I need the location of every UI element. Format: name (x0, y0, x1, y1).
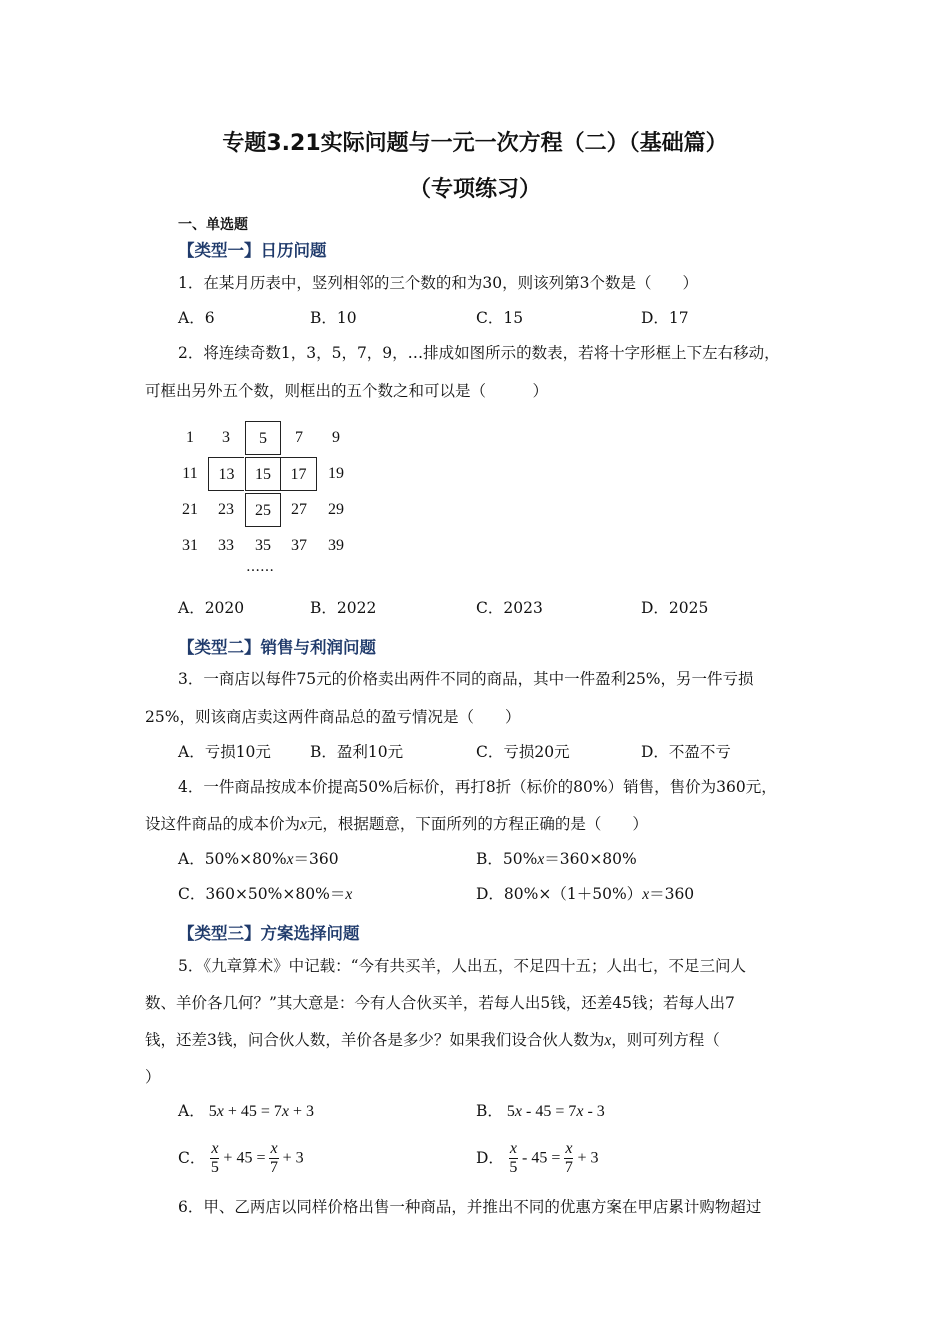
q1-option-b: B．10 (310, 309, 357, 327)
q3-option-a: A．亏损10元 (178, 743, 271, 761)
q5-option-a: A． 5x + 45 = 7x + 3 (178, 1102, 314, 1120)
table-cell: 31 (182, 537, 198, 554)
question-5-stem-line3: 钱，还差3钱，问合伙人数，羊价各是多少？如果我们设合伙人数为x，则可列方程（ (145, 1031, 720, 1049)
q4-option-c: C．360×50%×80%＝x (178, 885, 353, 903)
table-ellipsis: …… (246, 559, 274, 575)
fraction-x-over-5: $\frac{x}{5}$ (509, 1139, 518, 1176)
table-cell-framed: 5 (245, 421, 281, 455)
question-6-stem-line1: 6．甲、乙两店以同样价格出售一种商品，并推出不同的优惠方案在甲店累计购物超过 (178, 1198, 762, 1216)
page-subtitle: （专项练习） (408, 177, 541, 202)
question-2-stem-line2: 可框出另外五个数，则框出的五个数之和可以是（ ） (145, 382, 549, 400)
q3-option-c: C．亏损20元 (476, 743, 570, 761)
question-1-stem: 1．在某月历表中，竖列相邻的三个数的和为30，则该列第3个数是（ ） (178, 274, 698, 292)
table-cell: 21 (182, 501, 198, 518)
odd-number-table (172, 421, 362, 581)
table-cell: 23 (218, 501, 234, 518)
type-heading-3: 【类型三】方案选择问题 (178, 924, 360, 943)
table-cell: 35 (255, 537, 271, 554)
table-cell: 19 (328, 465, 344, 482)
question-3-stem-line2: 25%，则该商店卖这两件商品总的盈亏情况是（ ） (145, 708, 521, 726)
question-5-stem-line2: 数、羊价各几何？”其大意是：今有人合伙买羊，若每人出5钱，还差45钱；若每人出7 (145, 994, 735, 1012)
fraction-x-over-5: $\frac{x}{5}$ (210, 1139, 219, 1176)
q3-option-d: D．不盈不亏 (641, 743, 731, 761)
q2-option-a: A．2020 (178, 599, 245, 617)
q4-option-b: B．50%x＝360×80% (476, 850, 637, 868)
question-5-stem-line1: 5．《九章算术》中记载：“今有共买羊，人出五，不足四十五；人出七，不足三问人 (178, 957, 747, 975)
table-cell: 33 (218, 537, 234, 554)
q1-option-c: C．15 (476, 309, 524, 327)
table-cell: 39 (328, 537, 344, 554)
q2-option-c: C．2023 (476, 599, 543, 617)
table-cell: 7 (295, 429, 303, 446)
q4-option-a: A．50%×80%x＝360 (178, 850, 339, 868)
q3-option-b: B．盈利10元 (310, 743, 404, 761)
table-cell: 9 (332, 429, 340, 446)
q2-option-d: D．2025 (641, 599, 709, 617)
q4-option-d: D．80%×（1＋50%）x＝360 (476, 885, 695, 903)
fraction-x-over-7: $\frac{x}{7}$ (270, 1139, 279, 1176)
type-heading-1: 【类型一】日历问题 (178, 241, 327, 260)
q5-option-b: B． 5x - 45 = 7x - 3 (476, 1102, 605, 1120)
page-title: 专题3.21实际问题与一元一次方程（二）（基础篇） (222, 131, 728, 156)
table-cell: 29 (328, 501, 344, 518)
table-cell-framed: 17 (281, 457, 317, 491)
table-cell: 1 (186, 429, 194, 446)
q1-option-a: A．6 (178, 309, 215, 327)
table-cell-framed: 13 (208, 457, 244, 491)
table-cell: 3 (222, 429, 230, 446)
fraction-x-over-7: $\frac{x}{7}$ (564, 1139, 573, 1176)
q1-option-d: D．17 (641, 309, 689, 327)
type-heading-2: 【类型二】销售与利润问题 (178, 638, 376, 657)
q5-option-c: C． $\frac{x}{5}$ + 45 = $\frac{x}{7}$ + 3 (178, 1139, 304, 1176)
table-cell: 37 (291, 537, 307, 554)
question-2-stem-line1: 2．将连续奇数1，3，5，7，9，…排成如图所示的数表，若将十字形框上下左右移动， (178, 344, 780, 362)
table-cell: 27 (291, 501, 307, 518)
table-cell-framed: 15 (245, 457, 281, 491)
question-4-stem-line2: 设这件商品的成本价为x元，根据题意，下面所列的方程正确的是（ ） (145, 815, 648, 833)
question-3-stem-line1: 3．一商店以每件75元的价格卖出两件不同的商品，其中一件盈利25%，另一件亏损 (178, 670, 754, 688)
q5-option-d: D． $\frac{x}{5}$ - 45 = $\frac{x}{7}$ + 3 (476, 1139, 599, 1176)
section-heading: 一、单选题 (178, 217, 248, 233)
q2-option-b: B．2022 (310, 599, 377, 617)
question-4-stem-line1: 4．一件商品按成本价提高50%后标价，再打8折（标价的80%）销售，售价为360元， (178, 778, 777, 796)
table-cell: 11 (182, 465, 198, 482)
table-cell-framed: 25 (245, 493, 281, 527)
question-5-stem-line4: ） (145, 1068, 161, 1086)
